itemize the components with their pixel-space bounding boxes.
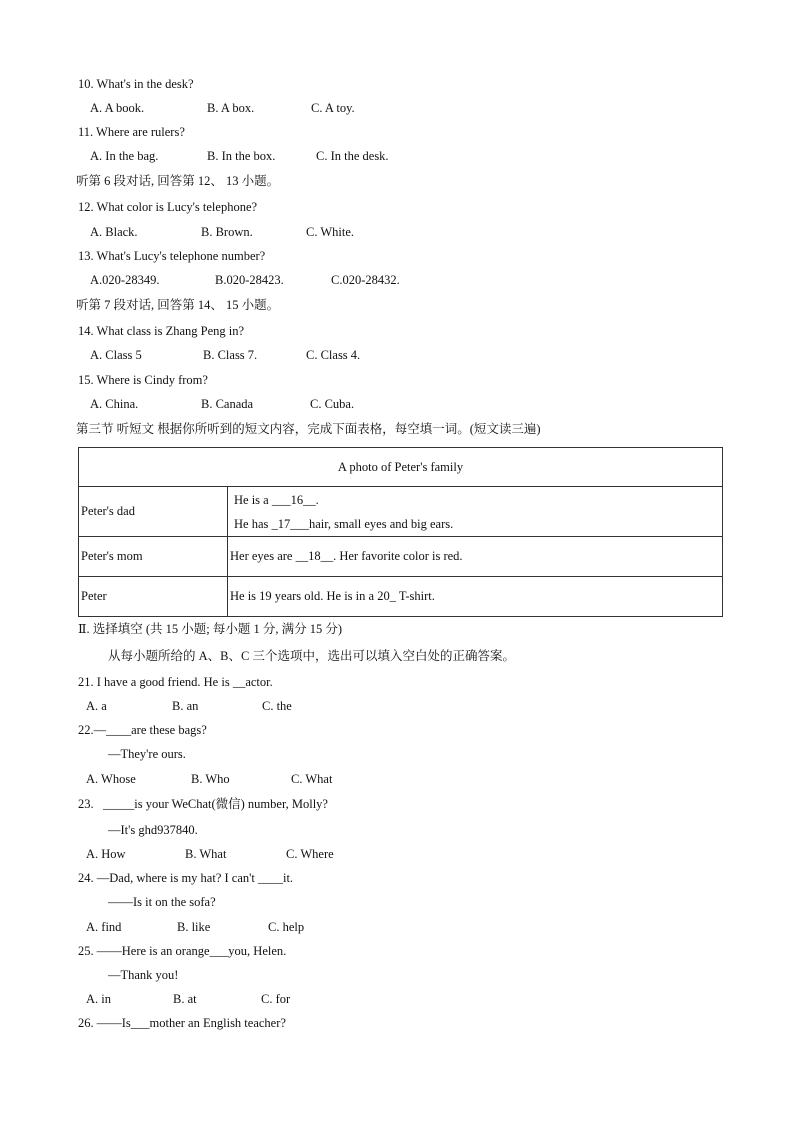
q11-option-a[interactable]: A. In the bag.	[90, 149, 159, 163]
q10-option-b[interactable]: B. A box.	[207, 101, 255, 115]
peter-family-table	[78, 447, 723, 617]
q25-option-b[interactable]: B. at	[173, 992, 197, 1006]
q15-option-c[interactable]: C. Cuba.	[310, 397, 355, 411]
q14-option-c[interactable]: C. Class 4.	[306, 348, 361, 362]
q23-reply: —It's ghd937840.	[108, 823, 198, 837]
section-7-heading: 听第 7 段对话, 回答第 14、 15 小题。	[76, 298, 280, 312]
row-content-dad	[228, 487, 723, 537]
q22-option-b[interactable]: B. Who	[191, 772, 230, 786]
q15-option-a[interactable]: A. China.	[90, 397, 139, 411]
q13-stem: 13. What's Lucy's telephone number?	[78, 249, 266, 263]
q11-stem: 11. Where are rulers?	[78, 125, 185, 139]
table-row	[79, 487, 723, 537]
table-row	[79, 537, 723, 577]
q12-option-a[interactable]: A. Black.	[90, 225, 138, 239]
q24-stem: 24. —Dad, where is my hat? I can't ____it.	[78, 871, 294, 885]
row-label-dad: Peter's dad	[79, 487, 228, 537]
section-6-heading: 听第 6 段对话, 回答第 12、 13 小题。	[76, 174, 280, 188]
row-label-peter: Peter	[79, 577, 228, 617]
blank-17-line[interactable]: He has _17___hair, small eyes and big ears.	[234, 516, 454, 531]
q25-option-a[interactable]: A. in	[86, 992, 111, 1006]
q13-option-a[interactable]: A.020-28349.	[90, 273, 160, 287]
q12-stem: 12. What color is Lucy's telephone?	[78, 200, 258, 214]
q14-option-b[interactable]: B. Class 7.	[203, 348, 258, 362]
q15-option-b[interactable]: B. Canada	[201, 397, 254, 411]
q24-option-a[interactable]: A. find	[86, 920, 122, 934]
q23-option-b[interactable]: B. What	[185, 847, 227, 861]
blank-16-line[interactable]: He is a ___16__.	[234, 492, 319, 507]
blank-18-line[interactable]: Her eyes are __18__. Her favorite color is red.	[228, 537, 723, 577]
q23-stem: 23. _____is your WeChat(微信) number, Molly?	[78, 797, 328, 811]
table-caption: A photo of Peter's family	[79, 448, 723, 487]
q10-stem: 10. What's in the desk?	[78, 77, 194, 91]
q21-option-b[interactable]: B. an	[172, 699, 199, 713]
q14-option-a[interactable]: A. Class 5	[90, 348, 142, 362]
q22-reply: —They're ours.	[108, 747, 186, 761]
q24-option-c[interactable]: C. help	[268, 920, 305, 934]
blank-20-line[interactable]: He is 19 years old. He is in a 20_ T-shirt.	[228, 577, 723, 617]
q22-stem: 22.—____are these bags?	[78, 723, 207, 737]
q21-option-a[interactable]: A. a	[86, 699, 107, 713]
q12-option-b[interactable]: B. Brown.	[201, 225, 253, 239]
q14-stem: 14. What class is Zhang Peng in?	[78, 324, 245, 338]
q10-option-a[interactable]: A. A book.	[90, 101, 145, 115]
q11-option-b[interactable]: B. In the box.	[207, 149, 276, 163]
q22-option-c[interactable]: C. What	[291, 772, 333, 786]
part-2-title: Ⅱ. 选择填空 (共 15 小题; 每小题 1 分, 满分 15 分)	[78, 622, 343, 636]
q15-stem: 15. Where is Cindy from?	[78, 373, 208, 387]
q25-option-c[interactable]: C. for	[261, 992, 291, 1006]
q23-option-c[interactable]: C. Where	[286, 847, 334, 861]
q25-reply: —Thank you!	[108, 968, 179, 982]
q10-option-c[interactable]: C. A toy.	[311, 101, 355, 115]
q24-option-b[interactable]: B. like	[177, 920, 211, 934]
q13-option-b[interactable]: B.020-28423.	[215, 273, 284, 287]
q21-option-c[interactable]: C. the	[262, 699, 292, 713]
part-2-instruction: 从每小题所给的 A、B、C 三个选项中，选出可以填入空白处的正确答案。	[108, 649, 515, 663]
q24-reply: ——Is it on the sofa?	[108, 895, 216, 909]
q23-option-a[interactable]: A. How	[86, 847, 126, 861]
q21-stem: 21. I have a good friend. He is __actor.	[78, 675, 273, 689]
q12-option-c[interactable]: C. White.	[306, 225, 355, 239]
part-3-heading: 第三节 听短文 根据你所听到的短文内容，完成下面表格，每空填一词。(短文读三遍)	[76, 422, 541, 436]
q13-option-c[interactable]: C.020-28432.	[331, 273, 400, 287]
q11-option-c[interactable]: C. In the desk.	[316, 149, 389, 163]
q25-stem: 25. ——Here is an orange___you, Helen.	[78, 944, 287, 958]
row-label-mom: Peter's mom	[79, 537, 228, 577]
q22-option-a[interactable]: A. Whose	[86, 772, 136, 786]
q26-stem: 26. ——Is___mother an English teacher?	[78, 1016, 286, 1030]
table-row	[79, 577, 723, 617]
